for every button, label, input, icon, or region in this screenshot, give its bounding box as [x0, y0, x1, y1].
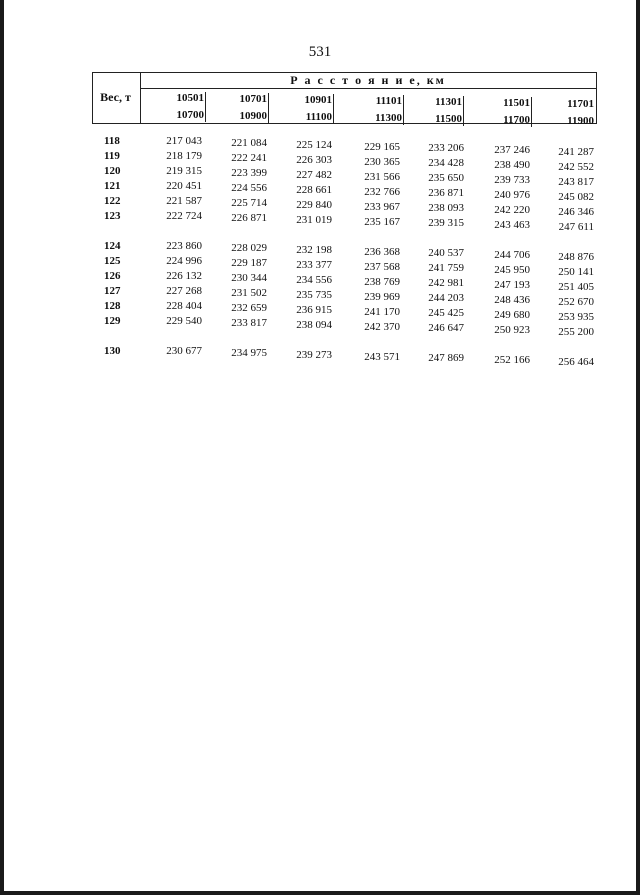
table-cell: 245 082 [558, 191, 594, 203]
table-cell: 242 552 [558, 161, 594, 173]
table-cell: 226 132 [166, 270, 202, 282]
table-cell: 243 463 [494, 219, 530, 231]
range-to: 10900 [239, 110, 267, 122]
table-cell: 233 206 [428, 142, 464, 154]
table-row-weight: 126 [104, 270, 121, 282]
table-cell: 242 370 [364, 321, 400, 333]
table-cell: 232 198 [296, 244, 332, 256]
table-cell: 232 659 [231, 302, 267, 314]
table-cell: 224 996 [166, 255, 202, 267]
range-from: 11501 [503, 97, 530, 109]
range-from: 10501 [176, 92, 204, 104]
table-cell: 220 451 [166, 180, 202, 192]
range-tick [531, 97, 532, 127]
table-cell: 249 680 [494, 309, 530, 321]
table-cell: 244 203 [428, 292, 464, 304]
range-to: 11500 [435, 113, 462, 125]
table-row-weight: 118 [104, 135, 120, 147]
range-from: 11101 [375, 95, 402, 107]
range-tick [463, 96, 464, 126]
table-cell: 247 193 [494, 279, 530, 291]
table-cell: 234 556 [296, 274, 332, 286]
table-cell: 250 923 [494, 324, 530, 336]
range-tick [268, 93, 269, 123]
scan-edge-bottom [0, 891, 640, 895]
table-cell: 238 490 [494, 159, 530, 171]
table-cell: 230 344 [231, 272, 267, 284]
table-cell: 221 587 [166, 195, 202, 207]
weight-column-header: Вес, т [100, 90, 131, 104]
range-to: 11300 [375, 112, 402, 124]
scan-edge-right [636, 0, 640, 895]
table-cell: 231 019 [296, 214, 332, 226]
table-cell: 240 976 [494, 189, 530, 201]
table-cell: 236 915 [296, 304, 332, 316]
table-cell: 217 043 [166, 135, 202, 147]
table-cell: 221 084 [231, 137, 267, 149]
table-cell: 252 166 [494, 354, 530, 366]
table-cell: 247 611 [558, 221, 594, 233]
table-cell: 235 650 [428, 172, 464, 184]
table-cell: 239 733 [494, 174, 530, 186]
range-header [150, 90, 204, 124]
range-tick [333, 94, 334, 124]
range-from: 11301 [435, 96, 462, 108]
table-cell: 244 706 [494, 249, 530, 261]
range-tick [403, 95, 404, 125]
table-cell: 219 315 [166, 165, 202, 177]
table-cell: 236 368 [364, 246, 400, 258]
page-number: 531 [308, 44, 332, 60]
table-cell: 236 871 [428, 187, 464, 199]
table-cell: 240 537 [428, 247, 464, 259]
table-cell: 247 869 [428, 352, 464, 364]
table-cell: 224 556 [231, 182, 267, 194]
table-cell: 235 735 [296, 289, 332, 301]
table-cell: 256 464 [558, 356, 594, 368]
table-cell: 253 935 [558, 311, 594, 323]
range-to: 10700 [176, 109, 204, 121]
table-cell: 228 029 [231, 242, 267, 254]
table-cell: 233 967 [364, 201, 400, 213]
table-cell: 230 677 [166, 345, 202, 357]
table-cell: 222 241 [231, 152, 267, 164]
table-cell: 255 200 [558, 326, 594, 338]
table-cell: 229 165 [364, 141, 400, 153]
table-cell: 230 365 [364, 156, 400, 168]
table-row-weight: 121 [104, 180, 121, 192]
range-header [476, 95, 530, 129]
table-cell: 241 759 [428, 262, 464, 274]
table-cell: 222 724 [166, 210, 202, 222]
table-cell: 223 860 [166, 240, 202, 252]
table-cell: 243 571 [364, 351, 400, 363]
table-cell: 229 187 [231, 257, 267, 269]
table-cell: 229 540 [166, 315, 202, 327]
scan-edge-left [0, 0, 4, 895]
table-cell: 239 273 [296, 349, 332, 361]
range-header [213, 91, 267, 125]
range-from: 10701 [239, 93, 267, 105]
table-row-weight: 120 [104, 165, 121, 177]
range-header [408, 94, 462, 128]
table-cell: 225 714 [231, 197, 267, 209]
table-cell: 231 566 [364, 171, 400, 183]
table-cell: 237 246 [494, 144, 530, 156]
table-row-weight: 128 [104, 300, 121, 312]
table-cell: 238 093 [428, 202, 464, 214]
table-cell: 246 647 [428, 322, 464, 334]
table-cell: 245 425 [428, 307, 464, 319]
table-cell: 241 170 [364, 306, 400, 318]
table-cell: 242 981 [428, 277, 464, 289]
range-to: 11700 [503, 114, 530, 126]
table-cell: 226 303 [296, 154, 332, 166]
table-cell: 227 268 [166, 285, 202, 297]
table-row-weight: 125 [104, 255, 121, 267]
table-cell: 251 405 [558, 281, 594, 293]
table-cell: 238 094 [296, 319, 332, 331]
table-cell: 231 502 [231, 287, 267, 299]
table-cell: 243 817 [558, 176, 594, 188]
table-cell: 218 179 [166, 150, 202, 162]
table-cell: 248 876 [558, 251, 594, 263]
table-cell: 227 482 [296, 169, 332, 181]
table-cell: 225 124 [296, 139, 332, 151]
table-cell: 233 817 [231, 317, 267, 329]
table-cell: 232 766 [364, 186, 400, 198]
table-cell: 228 404 [166, 300, 202, 312]
table-cell: 239 315 [428, 217, 464, 229]
table-cell: 235 167 [364, 216, 400, 228]
table-cell: 248 436 [494, 294, 530, 306]
table-cell: 234 975 [231, 347, 267, 359]
range-to: 11100 [305, 111, 332, 123]
table-cell: 239 969 [364, 291, 400, 303]
table-cell: 233 377 [296, 259, 332, 271]
table-cell: 241 287 [558, 146, 594, 158]
table-row-weight: 127 [104, 285, 121, 297]
distance-column-header: Р а с с т о я н и е, км [290, 73, 446, 87]
range-to: 11900 [567, 115, 594, 127]
table-cell: 226 871 [231, 212, 267, 224]
table-row-weight: 130 [104, 345, 121, 357]
table-cell: 250 141 [558, 266, 594, 278]
range-tick [205, 92, 206, 122]
table-cell: 246 346 [558, 206, 594, 218]
table-cell: 238 769 [364, 276, 400, 288]
range-from: 10901 [304, 94, 332, 106]
header-row-divider [140, 88, 596, 89]
table-row-weight: 123 [104, 210, 121, 222]
range-header [348, 93, 402, 127]
table-cell: 237 568 [364, 261, 400, 273]
range-header [278, 92, 332, 126]
range-from: 11701 [567, 98, 594, 110]
table-cell: 242 220 [494, 204, 530, 216]
table-cell: 234 428 [428, 157, 464, 169]
table-cell: 228 661 [296, 184, 332, 196]
table-cell: 245 950 [494, 264, 530, 276]
table-row-weight: 124 [104, 240, 121, 252]
table-cell: 223 399 [231, 167, 267, 179]
table-row-weight: 122 [104, 195, 121, 207]
range-header [540, 96, 594, 130]
table-cell: 252 670 [558, 296, 594, 308]
table-row-weight: 129 [104, 315, 121, 327]
table-cell: 229 840 [296, 199, 332, 211]
table-row-weight: 119 [104, 150, 120, 162]
